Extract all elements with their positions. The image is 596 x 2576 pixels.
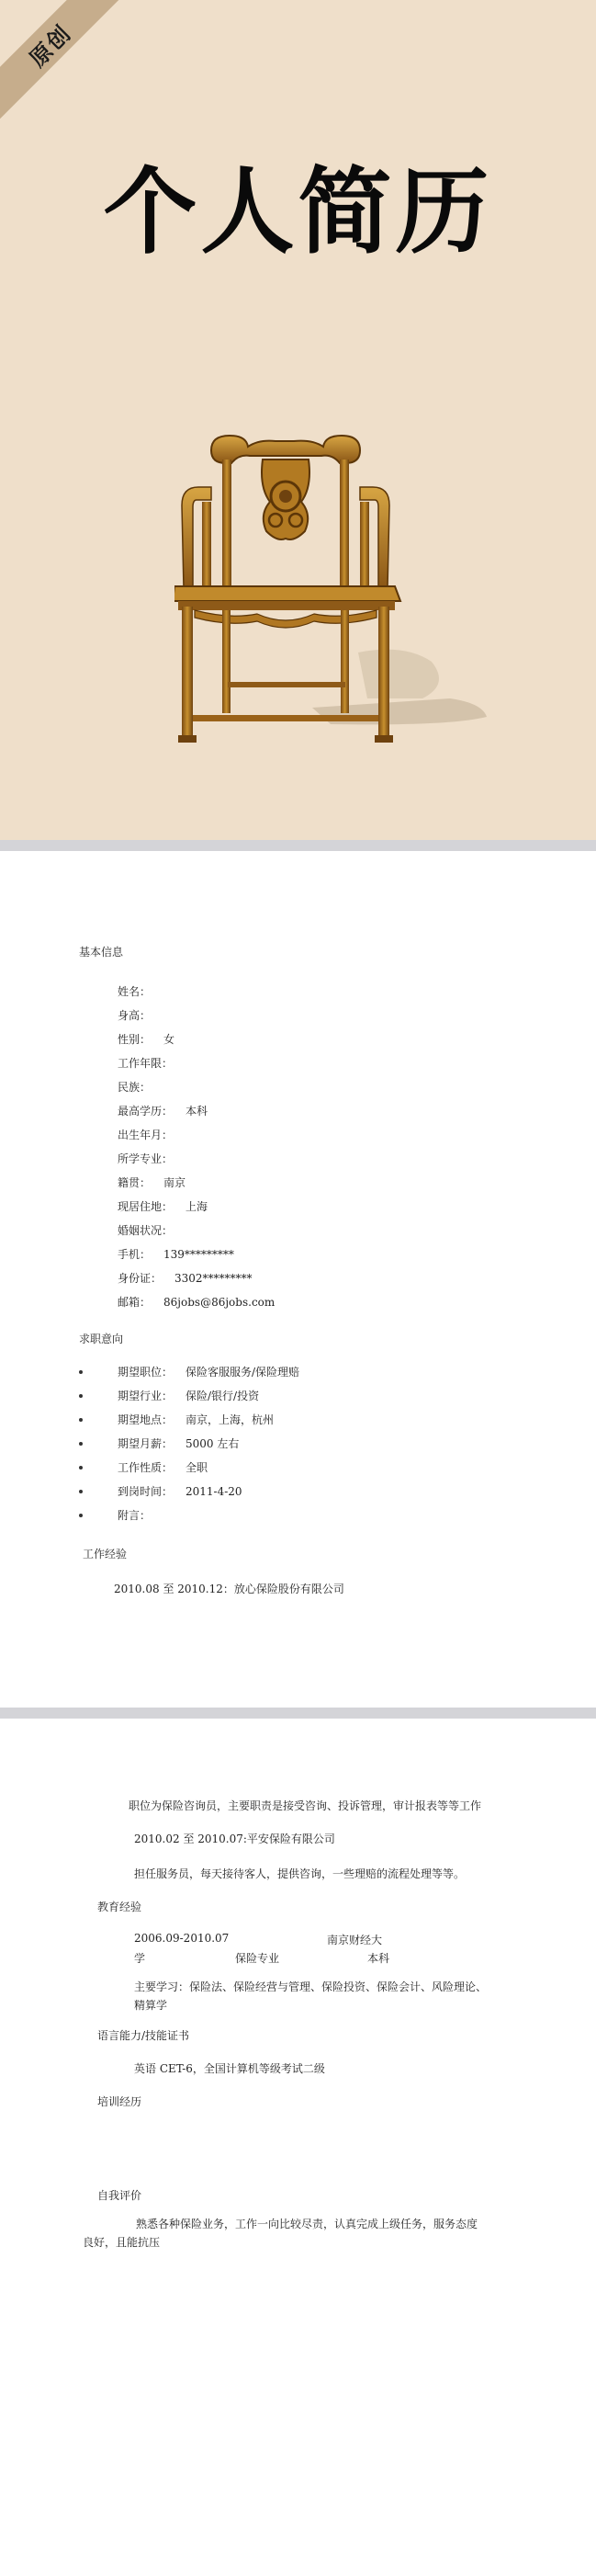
field-marital: 婚姻状况： <box>118 1224 174 1237</box>
field-email: 邮箱： 86jobs@86jobs.com <box>118 1296 276 1309</box>
education-school-cont: 学 <box>134 1952 146 1965</box>
bullet <box>79 1442 83 1446</box>
intent-salary: 期望月薪： 5000 左右 <box>118 1437 240 1450</box>
intent-job-type: 工作性质： 全职 <box>118 1461 208 1474</box>
field-major: 所学专业： <box>118 1152 174 1165</box>
field-height: 身高： <box>118 1009 152 1022</box>
work-entry-2-desc: 担任服务员，每天接待客人，提供咨询，一些理赔的流程处理等等。 <box>134 1867 466 1880</box>
field-phone: 手机： 139********* <box>118 1248 234 1261</box>
chair-illustration <box>174 423 505 754</box>
skills-heading: 语言能力/技能证书 <box>97 2029 190 2042</box>
work-entry-1: 2010.08 至 2010.12：放心保险股份有限公司 <box>114 1583 344 1595</box>
bullet <box>79 1394 83 1398</box>
field-id-card: 身份证： 3302********* <box>118 1272 253 1285</box>
page-divider <box>0 1708 596 1719</box>
work-entry-1-desc: 职位为保险咨询员，主要职责是接受咨询、投诉管理，审计报表等等工作 <box>129 1799 482 1812</box>
education-courses: 主要学习：保险法、保险经营与管理、保险投资、保险会计、风险理论、精算学 <box>134 1980 488 2012</box>
field-ethnicity: 民族： <box>118 1081 152 1094</box>
education-period: 2006.09-2010.07 <box>134 1932 230 1945</box>
education-major: 保险专业 <box>235 1952 280 1965</box>
field-work-years: 工作年限： <box>118 1057 174 1070</box>
bullet <box>79 1418 83 1422</box>
field-residence: 现居住地： 上海 <box>118 1200 208 1213</box>
bullet <box>79 1466 83 1470</box>
intent-location: 期望地点： 南京，上海，杭州 <box>118 1413 275 1426</box>
field-name: 姓名： <box>118 985 152 998</box>
intent-position: 期望职位： 保险客服服务/保险理赔 <box>118 1366 300 1379</box>
original-ribbon <box>0 0 123 119</box>
self-eval-heading: 自我评价 <box>97 2189 142 2202</box>
page-divider <box>0 840 596 851</box>
bullet <box>79 1514 83 1517</box>
field-native-place: 籍贯： 南京 <box>118 1176 186 1189</box>
intent-start-date: 到岗时间： 2011-4-20 <box>118 1485 242 1498</box>
job-intent-heading: 求职意向 <box>79 1333 124 1345</box>
resume-page-3 <box>0 1719 596 2576</box>
cover-page <box>0 0 596 840</box>
bullet <box>79 1490 83 1493</box>
field-gender: 性别： 女 <box>118 1033 175 1046</box>
field-education: 最高学历： 本科 <box>118 1105 208 1118</box>
bullet <box>79 1370 83 1374</box>
cover-title: 个人简历 <box>103 158 493 267</box>
skills-text: 英语 CET-6，全国计算机等级考试二级 <box>134 2062 325 2075</box>
self-eval-text: 熟悉各种保险业务，工作一向比较尽责，认真完成上级任务，服务态度良好，且能抗压 <box>83 2218 478 2249</box>
field-birth: 出生年月： <box>118 1129 174 1141</box>
basic-info-heading: 基本信息 <box>79 946 124 959</box>
education-school: 南京财经大 <box>327 1934 383 1946</box>
training-heading: 培训经历 <box>97 2095 142 2108</box>
resume-page-2 <box>0 851 596 1708</box>
education-degree: 本科 <box>367 1952 390 1965</box>
ribbon-text: 原创 <box>24 19 77 73</box>
intent-industry: 期望行业： 保险/银行/投资 <box>118 1390 260 1402</box>
work-experience-heading: 工作经验 <box>83 1548 128 1560</box>
work-entry-2: 2010.02 至 2010.07:平安保险有限公司 <box>134 1833 335 1845</box>
intent-note: 附言： <box>118 1509 152 1522</box>
education-heading: 教育经验 <box>97 1901 142 1913</box>
